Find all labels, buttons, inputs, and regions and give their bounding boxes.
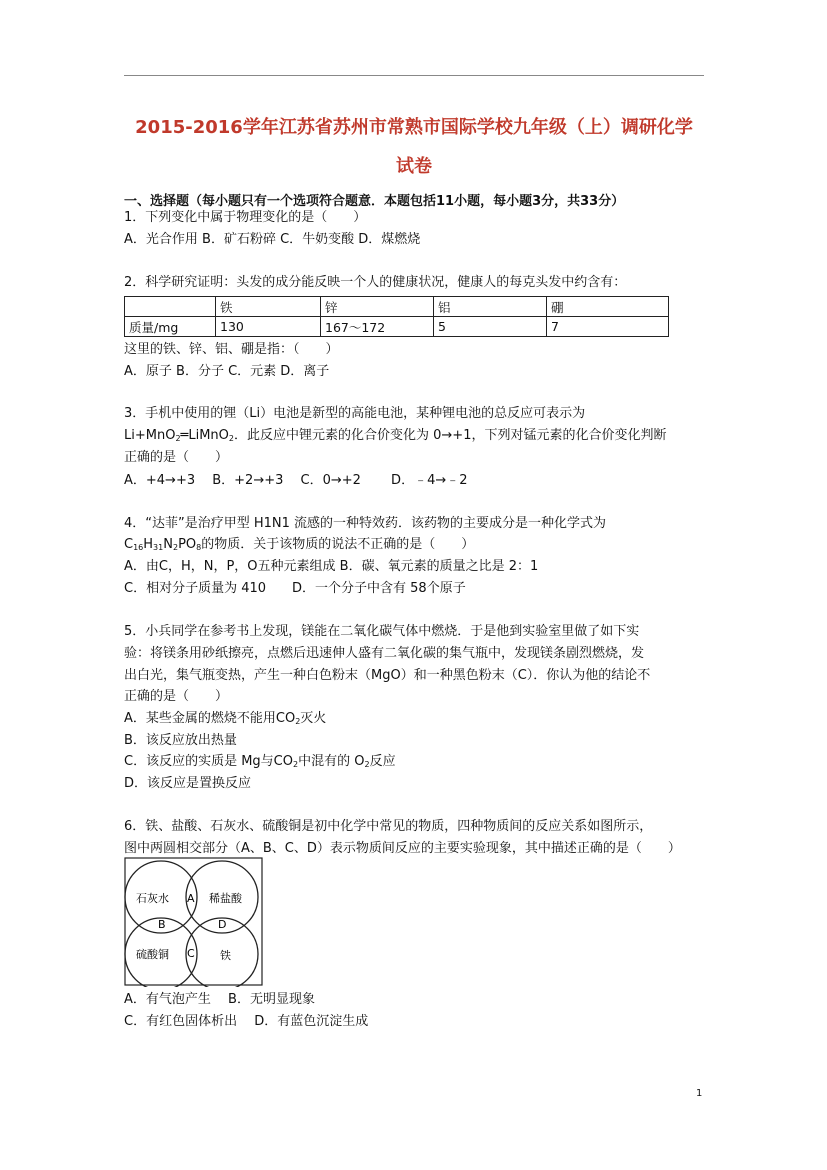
q3-eq-mid: ═LiMnO	[180, 428, 229, 443]
formula-sub: 8	[196, 543, 202, 552]
q1-stem: 1．下列变化中属于物理变化的是（ ）	[124, 210, 367, 225]
label-iron: 铁	[220, 949, 231, 962]
q6-line1: 6．铁、盐酸、石灰水、硫酸铜是初中化学中常见的物质，四种物质间的反应关系如图所示，	[124, 819, 653, 834]
q2-stem: 2．科学研究证明：头发的成分能反映一个人的健康状况，健康人的每克头发中约含有：	[124, 275, 627, 290]
formula-part: H	[143, 537, 154, 552]
q3-eq-pre: Li+MnO	[124, 428, 176, 443]
q5-option-c	[124, 752, 396, 775]
table-cell: 130	[216, 317, 321, 337]
formula-part: PO	[178, 537, 197, 552]
q2-follow: 这里的铁、锌、铝、硼是指：（ ）	[124, 342, 339, 357]
table-cell: 硼	[547, 297, 669, 317]
q3-equation-line	[124, 426, 666, 449]
q5-option-a	[124, 709, 326, 732]
q4-options-ab: A．由C，H，N，P，O五种元素组成 B．碳、氧元素的质量之比是 2：1	[124, 559, 539, 574]
q4-options-cd: C．相对分子质量为 410 D．一个分子中含有 58个原子	[124, 581, 466, 596]
table-cell: 铝	[434, 297, 547, 317]
q3-eq-sub1: 2	[175, 434, 181, 443]
venn-diagram	[124, 857, 264, 987]
formula-part: N	[163, 537, 173, 552]
q3-eq-post: ．此反应中锂元素的化合价变化为 0→+1，下列对锰元素的化合价变化判断	[234, 428, 667, 443]
q5-option-a-sub: 2	[295, 717, 301, 726]
table-cell: 锌	[321, 297, 434, 317]
table-cell: 167～172	[321, 317, 434, 337]
q5-line2: 验：将镁条用砂纸擦亮，点燃后迅速伸人盛有二氧化碳的集气瓶中，发现镁条剧烈燃烧，发	[124, 646, 645, 661]
formula-sub: 16	[133, 543, 144, 552]
q3-line3: 正确的是（ ）	[124, 450, 229, 465]
table-cell: 质量/mg	[125, 317, 216, 337]
label-limewater: 石灰水	[136, 892, 169, 905]
page-title-line2: 试卷	[396, 156, 432, 177]
q5-line1: 5．小兵同学在参考书上发现，镁能在二氧化碳气体中燃烧．于是他到实验室里做了如下实	[124, 624, 640, 639]
table-cell: 7	[547, 317, 669, 337]
q4-line2-text: 的物质．关于该物质的说法不正确的是（ ）	[201, 537, 475, 552]
label-hydrochloric-acid: 稀盐酸	[209, 892, 242, 905]
q5-line3: 出白光，集气瓶变热，产生一种白色粉末（MgO）和一种黑色粉末（C）．你认为他的结论不	[124, 668, 651, 683]
q3-line1: 3．手机中使用的锂（Li）电池是新型的高能电池，某种锂电池的总反应可表示为	[124, 406, 586, 421]
q5-option-b: B．该反应放出热量	[124, 733, 237, 748]
formula-part: C	[124, 537, 134, 552]
table-cell	[125, 297, 216, 317]
table-row	[125, 317, 669, 337]
q4-line2	[124, 535, 474, 558]
label-region-b: B	[158, 918, 166, 931]
table-row	[125, 297, 669, 317]
table-cell: 5	[434, 317, 547, 337]
q1-options: A．光合作用 B．矿石粉碎 C．牛奶变酸 D．煤燃烧	[124, 232, 421, 247]
q6-options-ab: A．有气泡产生 B．无明显现象	[124, 992, 315, 1007]
page-number: 1	[696, 1088, 703, 1099]
formula-sub: 2	[172, 543, 179, 552]
q3-eq-sub2: 2	[228, 434, 234, 443]
header-rule	[124, 75, 704, 76]
q5-option-c-sub2: 2	[364, 760, 370, 769]
q5-option-c-text: C．该反应的实质是 Mg与CO	[124, 754, 293, 769]
section-heading: 一、选择题（每小题只有一个选项符合题意．本题包括11小题，每小题3分，共33分）	[124, 194, 625, 209]
table-cell: 铁	[216, 297, 321, 317]
label-copper-sulfate: 硫酸铜	[136, 948, 169, 961]
q6-line2: 图中两圆相交部分（A、B、C、D）表示物质间反应的主要实验现象，其中描述正确的是（ ）	[124, 841, 681, 856]
formula-sub: 31	[153, 543, 164, 552]
page-title: 2015-2016学年江苏省苏州市常熟市国际学校九年级（上）调研化学	[135, 117, 693, 138]
label-region-c: C	[187, 947, 195, 960]
q5-option-c-sub1: 2	[293, 760, 299, 769]
q5-line4: 正确的是（ ）	[124, 689, 229, 704]
q5-option-c-mid: 中混有的 O	[298, 754, 365, 769]
q6-options-cd: C．有红色固体析出 D．有蓝色沉淀生成	[124, 1014, 369, 1029]
hair-element-table	[124, 296, 669, 337]
label-region-a: A	[187, 892, 195, 905]
label-region-d: D	[218, 918, 227, 931]
q5-option-c-post: 反应	[369, 754, 396, 769]
q5-option-a-text: A．某些金属的燃烧不能用CO	[124, 711, 296, 726]
q5-option-d: D．该反应是置换反应	[124, 776, 252, 791]
q5-option-a-post: 灭火	[300, 711, 327, 726]
q4-line1: 4．“达菲”是治疗甲型 H1N1 流感的一种特效药．该药物的主要成分是一种化学式为	[124, 516, 607, 531]
q3-options: A．+4→+3 B．+2→+3 C．0→+2 D．﹣4→﹣2	[124, 473, 468, 488]
q2-options: A．原子 B．分子 C．元素 D．离子	[124, 364, 330, 379]
